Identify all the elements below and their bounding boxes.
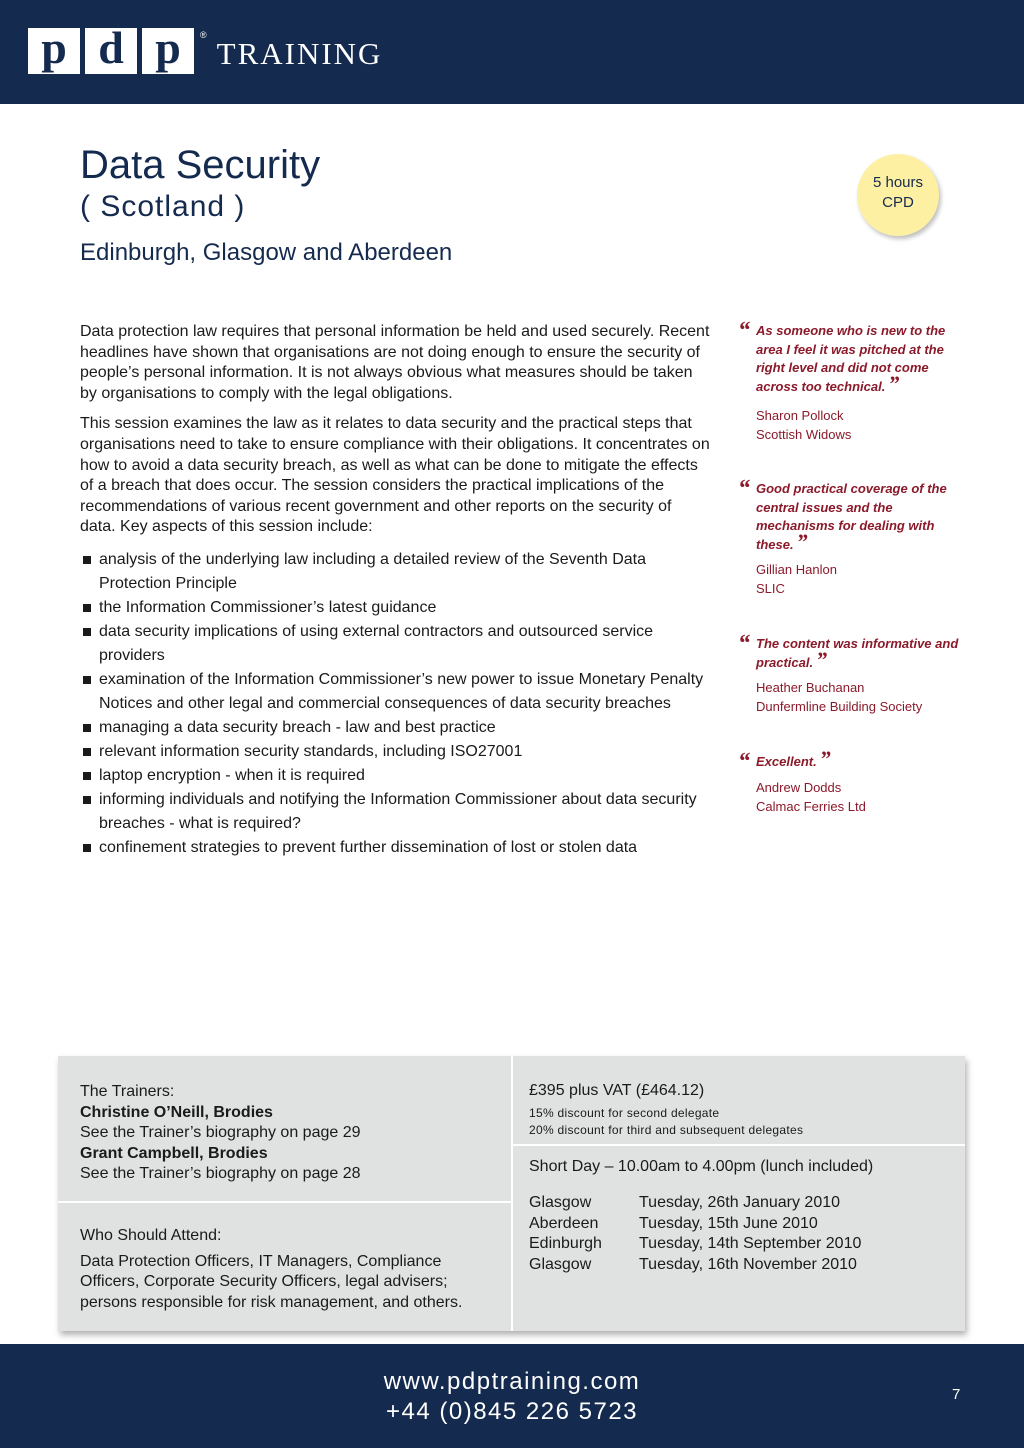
testimonial-name: Sharon Pollock <box>756 408 844 424</box>
info-divider-left <box>58 1201 511 1203</box>
date-city: Edinburgh <box>529 1235 602 1253</box>
trainer-name: Christine O’Neill, Brodies <box>80 1103 273 1121</box>
cpd-badge <box>857 154 939 236</box>
course-info-box <box>58 1056 965 1331</box>
trainer-bio-ref: See the Trainer’s biography on page 28 <box>80 1165 361 1183</box>
testimonial-text: Good practical coverage of the central issues and the mechanisms for dealing with these. <box>756 481 947 552</box>
testimonial-name: Andrew Dodds <box>756 779 842 795</box>
info-divider-right <box>513 1144 965 1146</box>
list-item: data security implications of using external contractors and outsourced service providers <box>80 620 710 668</box>
testimonial-text: As someone who is new to the area I feel it was pitched at the right level and did not come across too technical. <box>756 323 946 394</box>
open-quote-icon: “ <box>738 318 750 344</box>
price: £395 plus VAT (£464.12) <box>529 1082 705 1099</box>
registered-mark: ® <box>200 30 207 40</box>
key-aspects-list <box>80 548 710 860</box>
pricing-section <box>529 1080 949 1139</box>
date-value: Tuesday, 16th November 2010 <box>639 1255 857 1273</box>
date-value: Tuesday, 26th January 2010 <box>639 1194 841 1211</box>
date-row <box>529 1255 861 1276</box>
discount-second: 15% discount for second delegate <box>529 1106 720 1120</box>
date-row <box>529 1214 861 1235</box>
course-title: Data Security <box>80 143 321 187</box>
cpd-label: CPD <box>882 194 914 211</box>
phone-number: +44 (0)845 226 5723 <box>385 1398 639 1425</box>
open-quote-icon: “ <box>738 749 750 775</box>
testimonial-org: Calmac Ferries Ltd <box>756 798 866 814</box>
discount-third: 20% discount for third and subsequent delegates <box>529 1123 804 1137</box>
list-item: confinement strategies to prevent further dissemination of lost or stolen data <box>80 836 710 860</box>
close-quote-icon: ” <box>819 746 831 771</box>
attend-label: Who Should Attend: <box>80 1227 222 1244</box>
list-item: relevant information security standards, including ISO27001 <box>80 740 710 764</box>
list-item: the Information Commissioner’s latest guidance <box>80 596 710 620</box>
testimonial <box>738 631 968 716</box>
trainers-section <box>80 1082 500 1185</box>
website-url: www.pdptraining.com <box>383 1368 641 1395</box>
testimonial-text: Excellent. <box>756 754 817 769</box>
open-quote-icon: “ <box>738 476 750 502</box>
testimonial-text: The content was informative and practical. <box>756 636 959 670</box>
session-paragraph: This session examines the law as it relates to data security and the practical steps that organisations need to take to ensure compliance with their obligations. It concentrates on how to avoid a data security breach, as well as what can be done to mitigate the effects of a breach that does occur. The session considers the practical implications of the recommendations of various recent government and other reports on the security of data. Key aspects of this session include: <box>80 415 710 536</box>
list-item: managing a data security breach - law and best practice <box>80 716 710 740</box>
course-locations: Edinburgh, Glasgow and Aberdeen <box>80 239 453 266</box>
date-row <box>529 1193 861 1214</box>
close-quote-icon: ” <box>796 528 808 554</box>
testimonial <box>738 476 968 598</box>
logo-word: TRAINING <box>216 36 383 71</box>
list-item: examination of the Information Commissioner’s new power to issue Monetary Penalty Notices and other legal and commercial consequences of data security breaches <box>80 668 710 716</box>
open-quote-icon: “ <box>738 631 750 657</box>
session-times: Short Day – 10.00am to 4.00pm (lunch included) <box>529 1158 874 1175</box>
testimonial <box>738 318 968 444</box>
course-subtitle: ( Scotland ) <box>80 190 246 223</box>
testimonial-org: Scottish Widows <box>756 427 852 443</box>
testimonial-org: SLIC <box>756 581 785 597</box>
close-quote-icon: ” <box>816 646 828 672</box>
course-description <box>80 322 710 860</box>
close-quote-icon: ” <box>888 370 900 396</box>
testimonial-org: Dunfermline Building Society <box>756 699 923 715</box>
list-item: informing individuals and notifying the Information Commissioner about data security breaches - what is required? <box>80 788 710 836</box>
trainer-bio-ref: See the Trainer’s biography on page 29 <box>80 1124 361 1142</box>
logo-letter-p2: p <box>142 28 194 74</box>
intro-paragraph: Data protection law requires that personal information be held and used securely. Recent headlines have shown that organisations are not doing enough to ensure the security of people’s personal information. It is not always obvious what measures should be taken by organisations to comply with the legal obligations. <box>80 323 710 402</box>
date-city: Aberdeen <box>529 1214 599 1232</box>
logo-letter-p1: p <box>28 28 80 74</box>
logo-letter-d: d <box>85 28 137 74</box>
info-divider-vertical <box>511 1056 513 1331</box>
attendees-section <box>80 1226 500 1313</box>
date-value: Tuesday, 14th September 2010 <box>639 1235 862 1253</box>
page-footer <box>0 1344 1024 1448</box>
date-value: Tuesday, 15th June 2010 <box>639 1214 818 1232</box>
trainer-name: Grant Campbell, Brodies <box>80 1144 268 1162</box>
trainers-label: The Trainers: <box>80 1083 175 1100</box>
testimonial-name: Heather Buchanan <box>756 680 865 696</box>
attend-text: Data Protection Officers, IT Managers, Compliance Officers, Corporate Security Officers, legal advisers; persons responsible for risk management, and others. <box>80 1252 463 1311</box>
list-item: laptop encryption - when it is required <box>80 764 710 788</box>
testimonial-name: Gillian Hanlon <box>756 562 837 578</box>
page-header <box>0 0 1024 104</box>
page-number: 7 <box>952 1386 961 1403</box>
session-dates <box>529 1193 861 1275</box>
date-row <box>529 1234 861 1255</box>
pdp-training-logo <box>28 28 382 74</box>
testimonial <box>738 746 968 816</box>
list-item: analysis of the underlying law including a detailed review of the Seventh Data Protection Principle <box>80 548 710 596</box>
date-city: Glasgow <box>529 1194 592 1211</box>
date-city: Glasgow <box>529 1255 592 1273</box>
cpd-hours: 5 hours <box>872 174 924 191</box>
